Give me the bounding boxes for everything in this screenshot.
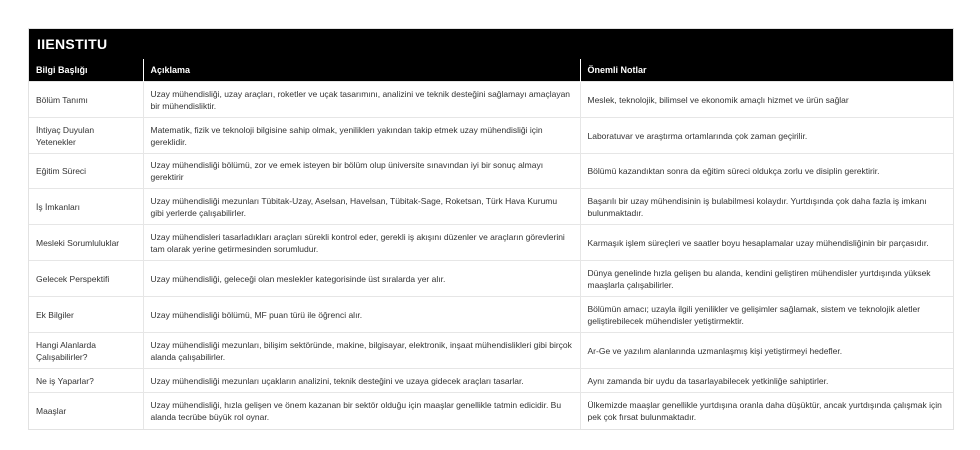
row-title: Eğitim Süreci	[29, 154, 143, 189]
row-description: Uzay mühendisliği, hızla gelişen ve önem kazanan bir sektör olduğu için maaşlar genellikle tatmin edicidir. Bu alanda tecrübe büyük rol oynar.	[143, 393, 580, 429]
header-description: Açıklama	[143, 59, 580, 82]
row-note: Ar-Ge ve yazılım alanlarında uzmanlaşmış kişi yetiştirmeyi hedefler.	[580, 333, 953, 369]
row-description: Uzay mühendisliği, uzay araçları, roketler ve uçak tasarımını, analizini ve teknik desteğini sağlamayı amaçlayan bir mühendisliktir.	[143, 82, 580, 118]
row-title: Maaşlar	[29, 393, 143, 429]
table-header-row	[29, 59, 953, 82]
row-title: Bölüm Tanımı	[29, 82, 143, 118]
row-note: Laboratuvar ve araştırma ortamlarında çok zaman geçirilir.	[580, 118, 953, 154]
row-note: Meslek, teknolojik, bilimsel ve ekonomik amaçlı hizmet ve ürün sağlar	[580, 82, 953, 118]
row-title: Gelecek Perspektifi	[29, 261, 143, 297]
row-note: Dünya genelinde hızla gelişen bu alanda, kendini geliştiren mühendisler yurtdışında yüksek maaşlarla çalışabilirler.	[580, 261, 953, 297]
row-note: Ülkemizde maaşlar genellikle yurtdışına oranla daha düşüktür, ancak yurtdışında çalışmak için pek çok fırsat bulunmaktadır.	[580, 393, 953, 429]
row-title: Ne iş Yaparlar?	[29, 369, 143, 393]
table-row	[29, 82, 953, 118]
brand-title: IIENSTITU	[29, 29, 953, 59]
row-note: Karmaşık işlem süreçleri ve saatler boyu hesaplamalar uzay mühendisliğinin bir parçasıdır.	[580, 225, 953, 261]
row-title: İş İmkanları	[29, 189, 143, 225]
row-title: Hangi Alanlarda Çalışabilirler?	[29, 333, 143, 369]
row-title: Mesleki Sorumluluklar	[29, 225, 143, 261]
row-title: İhtiyaç Duyulan Yetenekler	[29, 118, 143, 154]
table-row	[29, 393, 953, 429]
row-description: Matematik, fizik ve teknoloji bilgisine sahip olmak, yeniliklerı yakından takip etmek uzay mühendisliği için gereklidir.	[143, 118, 580, 154]
table-row	[29, 118, 953, 154]
row-note: Bölümü kazandıktan sonra da eğitim süreci oldukça zorlu ve disiplin gerektirir.	[580, 154, 953, 189]
table-row	[29, 369, 953, 393]
table-row	[29, 189, 953, 225]
header-notes: Önemli Notlar	[580, 59, 953, 82]
row-description: Uzay mühendisleri tasarladıkları araçları sürekli kontrol eder, gerekli iş akışını düzenler ve araçların görevlerini tam olarak yerine getirmesinden sorumludur.	[143, 225, 580, 261]
header-title: Bilgi Başlığı	[29, 59, 143, 82]
info-table-container	[28, 28, 954, 430]
row-note: Bölümün amacı; uzayla ilgili yenilikler ve gelişimler sağlamak, sistem ve teknolojik aletler geliştirebilecek mühendisler yetiştirmektir.	[580, 297, 953, 333]
row-description: Uzay mühendisliği, geleceği olan meslekler kategorisinde üst sıralarda yer alır.	[143, 261, 580, 297]
table-row	[29, 333, 953, 369]
table-row	[29, 154, 953, 189]
table-row	[29, 261, 953, 297]
row-description: Uzay mühendisliği mezunları Tübitak-Uzay, Aselsan, Havelsan, Tübitak-Sage, Roketsan, Türk Hava Kurumu gibi yerlerde çalışabilirler.	[143, 189, 580, 225]
row-description: Uzay mühendisliği mezunları uçakların analizini, teknik desteğini ve uzaya gidecek araçları tasarlar.	[143, 369, 580, 393]
row-description: Uzay mühendisliği bölümü, MF puan türü ile öğrenci alır.	[143, 297, 580, 333]
row-description: Uzay mühendisliği mezunları, bilişim sektöründe, makine, bilgisayar, elektronik, inşaat mühendislikleri gibi birçok alanda çalışabilirler.	[143, 333, 580, 369]
table-row	[29, 225, 953, 261]
row-title: Ek Bilgiler	[29, 297, 143, 333]
table-row	[29, 297, 953, 333]
row-description: Uzay mühendisliği bölümü, zor ve emek isteyen bir bölüm olup üniversite sınavından iyi bir sonuç almayı gerektirir	[143, 154, 580, 189]
row-note: Başarılı bir uzay mühendisinin iş bulabilmesi kolaydır. Yurtdışında çok daha fazla iş imkanı bulunmaktadır.	[580, 189, 953, 225]
row-note: Aynı zamanda bir uydu da tasarlayabilecek yetkinliğe sahiptirler.	[580, 369, 953, 393]
info-table	[29, 59, 953, 429]
